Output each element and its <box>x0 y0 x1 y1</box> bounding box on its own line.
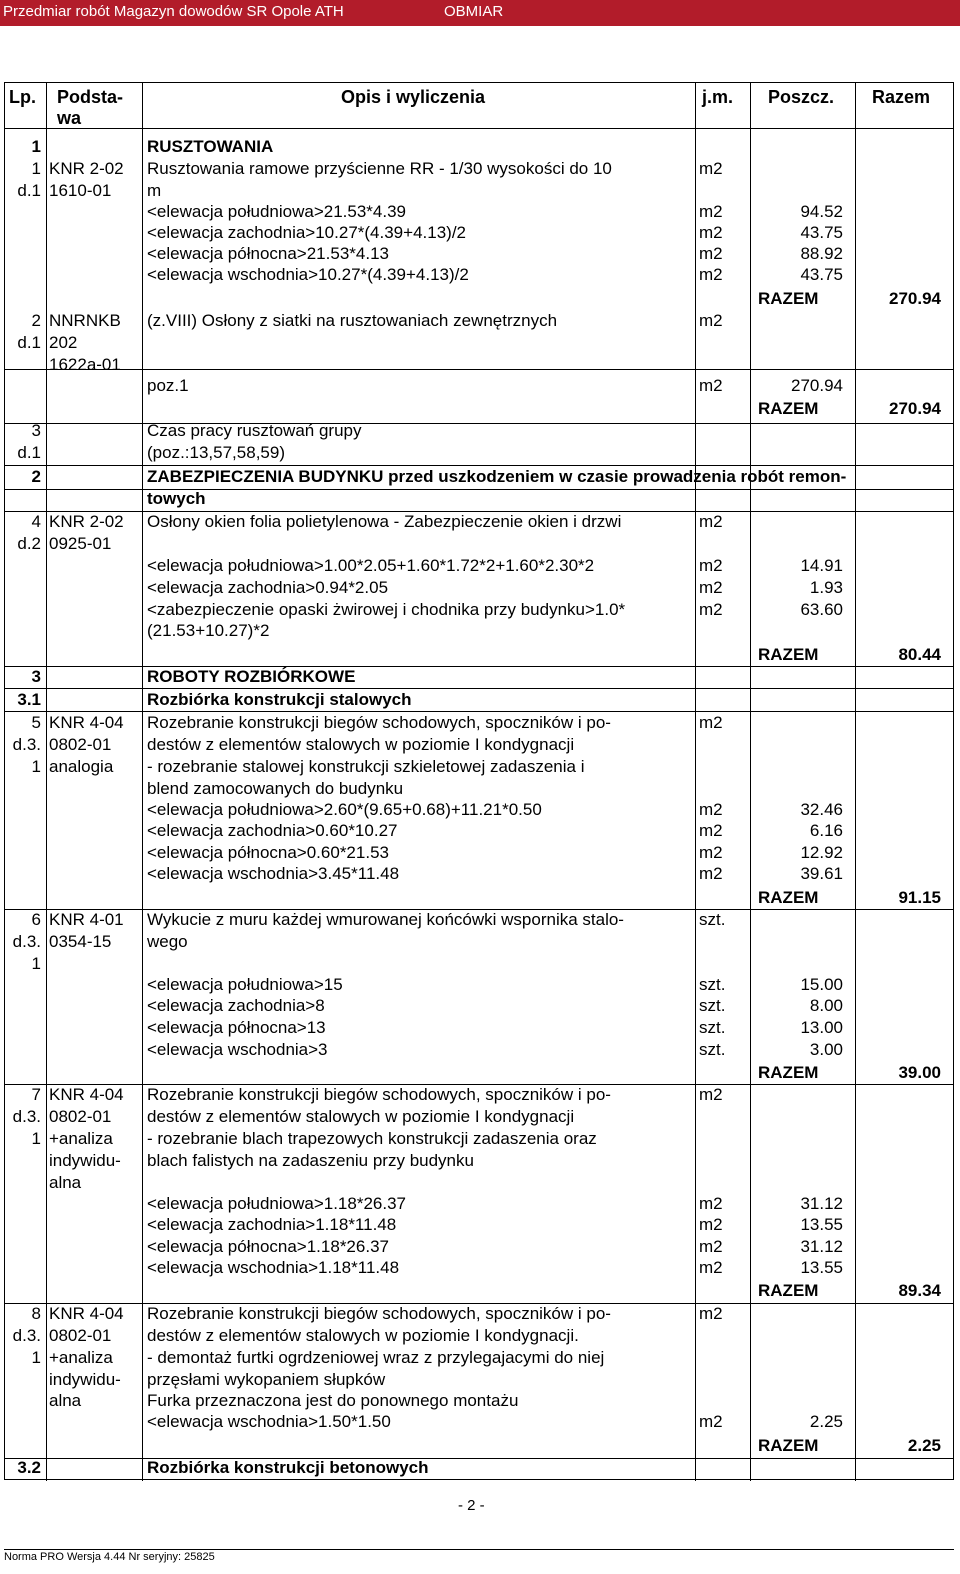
row-podstawa: 0802-01 <box>49 1326 112 1345</box>
row-jm: m2 <box>699 202 723 221</box>
row-poszcz: 2.25 <box>809 1412 843 1431</box>
row-opis: Czas pracy rusztowań grupy <box>147 421 362 440</box>
row-opis: <elewacja zachodnia>8 <box>147 996 325 1015</box>
row-podstawa: analogia <box>49 757 114 776</box>
column-divider <box>855 83 856 1481</box>
row-jm: m2 <box>699 600 723 619</box>
row-opis: <elewacja południowa>21.53*4.39 <box>147 202 406 221</box>
row-poszcz: 31.12 <box>800 1237 843 1256</box>
page-number: - 2 - <box>458 1497 485 1514</box>
row-lp: d.3. <box>12 1107 41 1126</box>
row-podstawa: indywidu- <box>49 1370 121 1389</box>
row-jm: m2 <box>699 864 723 883</box>
row-razem: 89.34 <box>898 1281 941 1300</box>
row-lp: d.1 <box>17 181 41 200</box>
row-podstawa: 0354-15 <box>49 932 112 951</box>
row-razem-label: RAZEM <box>758 399 819 418</box>
row-poszcz: 13.55 <box>800 1215 843 1234</box>
col-header-poszcz: Poszcz. <box>768 87 835 107</box>
row-razem: 270.94 <box>889 289 941 308</box>
row-poszcz: 14.91 <box>800 556 843 575</box>
row-jm: m2 <box>699 376 723 395</box>
row-lp: 2 <box>31 311 41 330</box>
row-poszcz: 94.52 <box>800 202 843 221</box>
row-poszcz: 8.00 <box>809 996 843 1015</box>
row-opis: (poz.:13,57,58,59) <box>147 443 285 462</box>
row-jm: szt. <box>699 1040 726 1059</box>
row-jm: m2 <box>699 713 723 732</box>
row-jm: szt. <box>699 996 726 1015</box>
row-opis: Furka przeznaczona jest do ponownego montażu <box>147 1391 519 1410</box>
row-opis: <elewacja południowa>15 <box>147 975 343 994</box>
row-razem-label: RAZEM <box>758 1063 819 1082</box>
row-jm: m2 <box>699 1304 723 1323</box>
row-jm: m2 <box>699 223 723 242</box>
row-jm: m2 <box>699 821 723 840</box>
col-header-opis: Opis i wyliczenia <box>341 87 486 107</box>
row-poszcz: 12.92 <box>800 843 843 862</box>
row-jm: m2 <box>699 1194 723 1213</box>
row-razem: 2.25 <box>907 1436 941 1455</box>
row-jm: m2 <box>699 1412 723 1431</box>
row-razem: 39.00 <box>898 1063 941 1082</box>
row-opis: - rozebranie stalowej konstrukcji szkieletowej zadaszenia i <box>147 757 585 776</box>
row-lp: d.3. <box>12 932 41 951</box>
row-jm: m2 <box>699 843 723 862</box>
row-jm: m2 <box>699 1215 723 1234</box>
row-jm: m2 <box>699 311 723 330</box>
row-opis: Osłony okien folia polietylenowa - Zabezpieczenie okien i drzwi <box>147 512 622 531</box>
row-jm: m2 <box>699 578 723 597</box>
row-opis: Rozebranie konstrukcji biegów schodowych, spoczników i po- <box>147 1085 611 1104</box>
column-divider <box>695 83 696 1481</box>
row-jm: m2 <box>699 1258 723 1277</box>
row-opis: <elewacja zachodnia>1.18*11.48 <box>147 1215 397 1234</box>
row-lp: 5 <box>31 713 41 732</box>
row-poszcz: 13.00 <box>800 1018 843 1037</box>
row-lp: 7 <box>31 1085 41 1104</box>
row-opis: poz.1 <box>147 376 189 395</box>
col-header-razem: Razem <box>872 87 931 107</box>
row-poszcz: 15.00 <box>800 975 843 994</box>
column-divider <box>142 83 143 1481</box>
row-podstawa: alna <box>49 1391 82 1410</box>
row-jm: szt. <box>699 1018 726 1037</box>
row-jm: m2 <box>699 159 723 178</box>
row-podstawa: indywidu- <box>49 1151 121 1170</box>
row-jm: m2 <box>699 244 723 263</box>
program-name: OBMIAR <box>444 3 504 20</box>
row-podstawa: KNR 2-02 <box>49 159 124 178</box>
row-opis: m <box>147 181 162 200</box>
column-divider <box>46 83 47 1481</box>
row-poszcz: 43.75 <box>800 223 843 242</box>
row-lp: 2 <box>31 467 41 486</box>
row-opis: <elewacja wschodnia>3.45*11.48 <box>147 864 400 883</box>
row-podstawa: NNRNKB <box>49 311 121 330</box>
row-podstawa: +analiza <box>49 1129 113 1148</box>
row-opis: (21.53+10.27)*2 <box>147 621 270 640</box>
row-lp: d.1 <box>17 443 41 462</box>
row-opis: <elewacja południowa>2.60*(9.65+0.68)+11.21*0.50 <box>147 800 542 819</box>
row-opis: <elewacja północna>13 <box>147 1018 326 1037</box>
row-lp: 1 <box>31 137 41 156</box>
row-opis: - demontaż furtki ogrdzeniowej wraz z przylegajacymi do niej <box>147 1348 605 1367</box>
row-podstawa: 1622a-01 <box>49 355 121 374</box>
row-opis: <elewacja wschodnia>10.27*(4.39+4.13)/2 <box>147 265 469 284</box>
row-opis: destów z elementów stalowych w poziomie I kondygnacji <box>147 735 575 754</box>
document-title: Przedmiar robót Magazyn dowodów SR Opole ATH <box>3 3 344 20</box>
row-jm: m2 <box>699 1237 723 1256</box>
row-lp: 3 <box>31 421 41 440</box>
row-lp: d.3. <box>12 735 41 754</box>
row-opis: <elewacja wschodnia>3 <box>147 1040 328 1059</box>
row-opis: <elewacja północna>1.18*26.37 <box>147 1237 389 1256</box>
row-lp: 3.1 <box>17 690 41 709</box>
row-opis: destów z elementów stalowych w poziomie I kondygnacji. <box>147 1326 579 1345</box>
row-podstawa: KNR 4-04 <box>49 1085 124 1104</box>
row-razem-label: RAZEM <box>758 289 819 308</box>
row-podstawa: alna <box>49 1173 82 1192</box>
row-lp: d.2 <box>17 534 41 553</box>
header-divider <box>5 128 953 129</box>
row-opis: <elewacja wschodnia>1.18*11.48 <box>147 1258 400 1277</box>
row-podstawa: 202 <box>49 333 78 352</box>
row-podstawa: KNR 4-04 <box>49 713 124 732</box>
row-poszcz: 32.46 <box>800 800 843 819</box>
column-divider <box>750 83 751 1481</box>
row-podstawa: 0802-01 <box>49 735 112 754</box>
col-header-podstawa-2: wa <box>57 108 82 128</box>
row-opis: ZABEZPIECZENIA BUDYNKU przed uszkodzeniem w czasie prowadzenia robót remon- <box>147 467 847 486</box>
row-opis: Rozebranie konstrukcji biegów schodowych, spoczników i po- <box>147 713 611 732</box>
col-header-podstawa-1: Podsta- <box>57 87 124 107</box>
row-lp: 4 <box>31 512 41 531</box>
row-podstawa: KNR 4-01 <box>49 910 124 929</box>
row-poszcz: 6.16 <box>809 821 843 840</box>
row-poszcz: 270.94 <box>791 376 843 395</box>
row-podstawa: KNR 2-02 <box>49 512 124 531</box>
row-jm: m2 <box>699 556 723 575</box>
row-razem: 80.44 <box>898 645 941 664</box>
row-lp: 6 <box>31 910 41 929</box>
row-opis: przęsłami wykopaniem słupków <box>147 1370 386 1389</box>
row-poszcz: 1.93 <box>809 578 843 597</box>
row-opis: RUSZTOWANIA <box>147 137 274 156</box>
row-opis: Rozbiórka konstrukcji betonowych <box>147 1458 429 1477</box>
row-podstawa: KNR 4-04 <box>49 1304 124 1323</box>
col-header-lp: Lp. <box>9 87 36 107</box>
row-lp: 1 <box>31 1129 41 1148</box>
row-podstawa: +analiza <box>49 1348 113 1367</box>
row-poszcz: 39.61 <box>800 864 843 883</box>
col-header-jm: j.m. <box>702 87 734 107</box>
row-razem: 270.94 <box>889 399 941 418</box>
row-opis: blend zamocowanych do budynku <box>147 779 404 798</box>
row-lp: 1 <box>31 954 41 973</box>
row-opis: <elewacja zachodnia>0.94*2.05 <box>147 578 389 597</box>
row-razem: 91.15 <box>898 888 941 907</box>
row-opis: <elewacja zachodnia>10.27*(4.39+4.13)/2 <box>147 223 466 242</box>
row-lp: 8 <box>31 1304 41 1323</box>
row-opis: <zabezpieczenie opaski żwirowej i chodnika przy budynku>1.0* <box>147 600 626 619</box>
program-info: Norma PRO Wersja 4.44 Nr seryjny: 25825 <box>4 1551 215 1563</box>
row-lp: 1 <box>31 757 41 776</box>
row-razem-label: RAZEM <box>758 888 819 907</box>
row-opis: <elewacja północna>0.60*21.53 <box>147 843 389 862</box>
row-razem-label: RAZEM <box>758 645 819 664</box>
row-jm: m2 <box>699 512 723 531</box>
row-opis: Rusztowania ramowe przyścienne RR - 1/30 wysokości do 10 <box>147 159 612 178</box>
row-opis: - rozebranie blach trapezowych konstrukcji zadaszenia oraz <box>147 1129 597 1148</box>
row-jm: m2 <box>699 265 723 284</box>
row-opis: <elewacja wschodnia>1.50*1.50 <box>147 1412 391 1431</box>
row-jm: szt. <box>699 910 726 929</box>
row-lp: d.3. <box>12 1326 41 1345</box>
row-lp: 3.2 <box>17 1458 41 1477</box>
row-jm: m2 <box>699 1085 723 1104</box>
row-divider <box>5 369 953 370</box>
row-poszcz: 13.55 <box>800 1258 843 1277</box>
row-opis: Wykucie z muru każdej wmurowanej końcówki wspornika stalo- <box>147 910 624 929</box>
row-opis: <elewacja południowa>1.18*26.37 <box>147 1194 406 1213</box>
footer-divider <box>4 1549 954 1550</box>
row-opis: (z.VIII) Osłony z siatki na rusztowaniach zewnętrznych <box>147 311 558 330</box>
row-opis: blach falistych na zadaszeniu przy budynku <box>147 1151 474 1170</box>
row-opis: <elewacja zachodnia>0.60*10.27 <box>147 821 398 840</box>
row-poszcz: 63.60 <box>800 600 843 619</box>
row-opis: towych <box>147 489 206 508</box>
row-jm: m2 <box>699 800 723 819</box>
row-opis: <elewacja północna>21.53*4.13 <box>147 244 389 263</box>
row-lp: d.1 <box>17 333 41 352</box>
row-poszcz: 31.12 <box>800 1194 843 1213</box>
row-opis: Rozebranie konstrukcji biegów schodowych, spoczników i po- <box>147 1304 611 1323</box>
row-razem-label: RAZEM <box>758 1436 819 1455</box>
row-opis: wego <box>147 932 188 951</box>
row-podstawa: 0925-01 <box>49 534 112 553</box>
row-poszcz: 88.92 <box>800 244 843 263</box>
title-bar <box>0 0 960 26</box>
row-lp: 1 <box>31 1348 41 1367</box>
row-opis: ROBOTY ROZBIÓRKOWE <box>147 667 356 686</box>
row-poszcz: 3.00 <box>809 1040 843 1059</box>
row-opis: <elewacja południowa>1.00*2.05+1.60*1.72*2+1.60*2.30*2 <box>147 556 595 575</box>
row-opis: destów z elementów stalowych w poziomie I kondygnacji <box>147 1107 575 1126</box>
estimate-table <box>4 82 954 1480</box>
row-podstawa: 1610-01 <box>49 181 112 200</box>
row-razem-label: RAZEM <box>758 1281 819 1300</box>
row-jm: szt. <box>699 975 726 994</box>
row-poszcz: 43.75 <box>800 265 843 284</box>
row-podstawa: 0802-01 <box>49 1107 112 1126</box>
row-lp: 1 <box>31 159 41 178</box>
row-opis: Rozbiórka konstrukcji stalowych <box>147 690 412 709</box>
row-lp: 3 <box>31 667 41 686</box>
